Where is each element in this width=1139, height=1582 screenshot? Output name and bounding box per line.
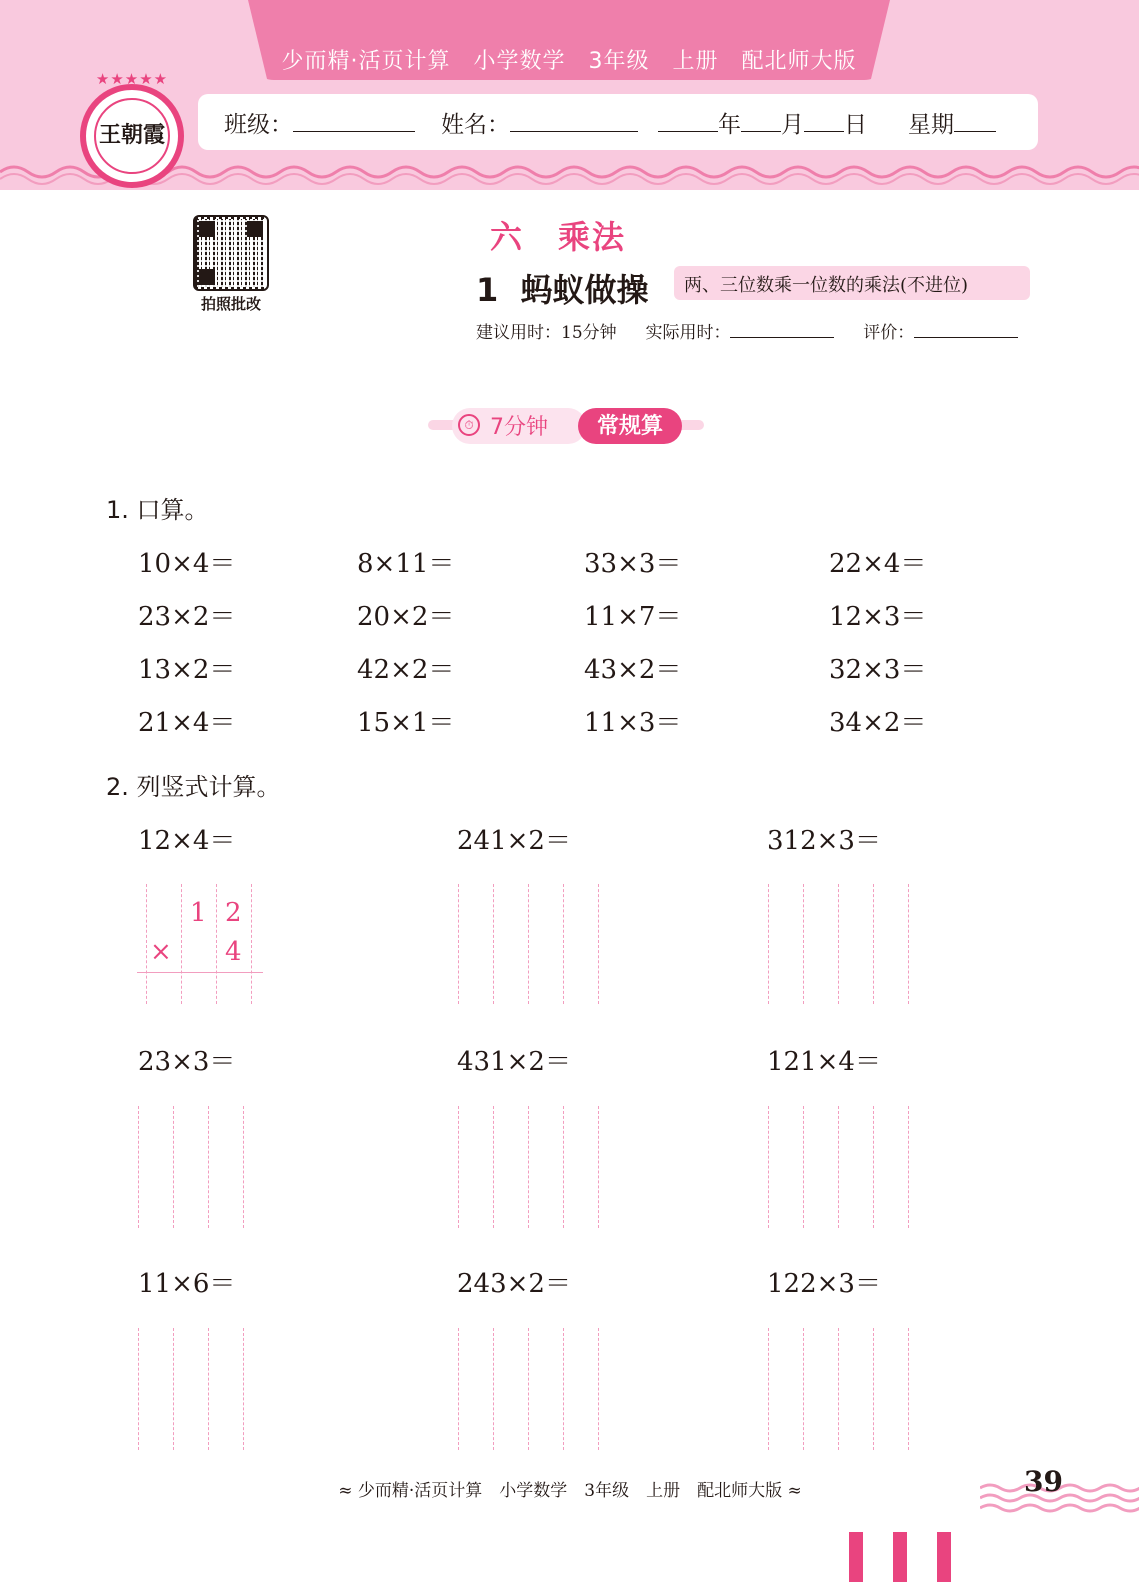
suggested-time: 建议用时：15分钟 [476,323,617,343]
grid-line [598,1328,599,1450]
qr-label: 拍照批改 [200,295,261,313]
grid-line [493,884,494,1004]
grid-line [768,884,769,1004]
grid-line [493,1328,494,1450]
grid-line [138,1328,139,1450]
grid-line [563,1106,564,1228]
section2-title: 2. 列竖式计算。 [106,773,281,801]
grid-line [838,884,839,1004]
grid-line [243,1328,244,1450]
grid-line [873,1328,874,1450]
class-label: 班级： [224,112,293,138]
grid-line [768,1106,769,1228]
grid-line [173,1328,174,1450]
oral-item: 42×2＝ [357,655,455,685]
grid-line [138,1106,139,1228]
example-top-ones: 2 [225,898,242,928]
oral-item: 34×2＝ [829,708,927,738]
grid-line [908,884,909,1004]
section1-title: 1. 口算。 [106,496,209,524]
vertical-problem: 11×6＝ [138,1269,236,1299]
vertical-problem: 312×3＝ [767,826,881,856]
oral-item: 43×2＝ [584,655,682,685]
grid-line [181,884,182,1004]
oral-item: 15×1＝ [357,708,455,738]
grid-line [173,1106,174,1228]
name-blank[interactable] [510,109,638,132]
year-label: 年 [718,112,741,138]
page-number: 39 [1024,1465,1063,1498]
oral-item: 21×4＝ [138,708,236,738]
grid-line [208,1328,209,1450]
unit-title: 六 乘法 [490,218,627,256]
time-line [476,318,1018,343]
grid-line [598,1106,599,1228]
oral-item: 11×7＝ [584,602,682,632]
badge-time: 7分钟 [490,415,548,440]
actual-time-label: 实际用时： [645,323,731,343]
grid-line [458,884,459,1004]
series-title: 少而精·活页计算 小学数学 3年级 上册 配北师大版 [281,49,857,74]
grid-line [208,1106,209,1228]
grid-line [908,1328,909,1450]
grid-line [768,1328,769,1450]
name-field[interactable] [441,106,638,139]
grid-line [838,1328,839,1450]
grid-line [146,884,147,1004]
stopwatch-icon: ⏱ [458,414,480,436]
grid-line [528,1106,529,1228]
weekday-label: 星期 [908,112,954,138]
oral-item: 10×4＝ [138,549,236,579]
grid-line [563,1328,564,1450]
grid-line [216,884,217,1004]
example-top-tens: 1 [190,898,207,928]
vertical-problem: 23×3＝ [138,1047,236,1077]
class-blank[interactable] [293,109,415,132]
oral-item: 20×2＝ [357,602,455,632]
weekday-field[interactable] [908,106,996,139]
name-label: 姓名： [441,112,510,138]
grid-line [528,884,529,1004]
grid-line [251,884,252,1004]
evaluation-blank[interactable] [914,319,1018,338]
footer-text: ≈ 少而精·活页计算 小学数学 3年级 上册 配北师大版 ≈ [338,1481,802,1501]
weekday-blank[interactable] [954,109,996,132]
month-blank[interactable] [741,109,781,132]
grid-line [598,884,599,1004]
day-label: 日 [844,112,867,138]
vertical-problem: 431×2＝ [457,1047,571,1077]
badge-type: 常规算 [596,414,663,439]
grid-line [803,1106,804,1228]
oral-item: 22×4＝ [829,549,927,579]
lesson-subtitle: 两、三位数乘一位数的乘法(不进位) [684,275,969,296]
vertical-problem: 241×2＝ [457,826,571,856]
page-tab-mark [937,1532,951,1582]
evaluation-label: 评价： [863,323,915,343]
vertical-problem: 12×4＝ [138,826,236,856]
grid-line [803,884,804,1004]
lesson-title: 1 蚂蚁做操 [476,271,649,309]
oral-item: 32×3＝ [829,655,927,685]
grid-line [803,1328,804,1450]
vertical-problem: 243×2＝ [457,1269,571,1299]
month-label: 月 [781,112,804,138]
page-tab-mark [849,1532,863,1582]
grid-line [528,1328,529,1450]
qr-pattern [197,219,265,287]
grid-line [243,1106,244,1228]
oral-item: 23×2＝ [138,602,236,632]
year-blank[interactable] [658,109,718,132]
vertical-problem: 122×3＝ [767,1269,881,1299]
day-blank[interactable] [804,109,844,132]
example-rule [137,972,263,973]
class-field[interactable] [224,106,415,139]
logo-stars: ★★★★★ [95,70,169,88]
grid-line [908,1106,909,1228]
grid-line [838,1106,839,1228]
grid-line [458,1106,459,1228]
oral-item: 11×3＝ [584,708,682,738]
oral-item: 12×3＝ [829,602,927,632]
example-bottom-ones: 4 [225,937,242,967]
vertical-problem: 121×4＝ [767,1047,881,1077]
oral-item: 8×11＝ [357,549,455,579]
grid-line [873,1106,874,1228]
grid-line [873,884,874,1004]
grid-line [493,1106,494,1228]
grid-line [563,884,564,1004]
logo-text: 王朝霞 [98,122,165,148]
example-sign: × [150,937,172,967]
page-tab-mark [893,1532,907,1582]
oral-item: 33×3＝ [584,549,682,579]
actual-time-blank[interactable] [730,319,834,338]
grid-line [458,1328,459,1450]
oral-item: 13×2＝ [138,655,236,685]
date-field[interactable] [658,106,867,139]
